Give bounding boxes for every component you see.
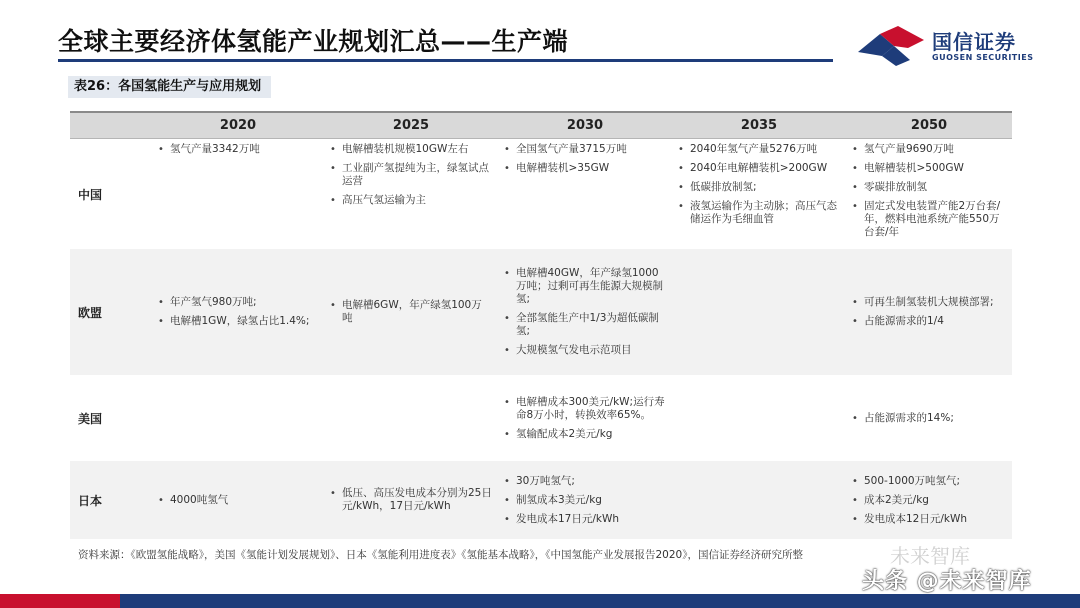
bullet-dot-icon: • <box>330 195 336 206</box>
bullet-text: 全国氢气产量3715万吨 <box>516 143 627 155</box>
bullet-text: 电解槽1GW，绿氢占比1.4%; <box>170 315 310 327</box>
bullet-dot-icon: • <box>678 201 684 212</box>
bullet-text: 500-1000万吨氢气; <box>864 474 961 487</box>
bullet-dot-icon: • <box>678 144 684 155</box>
cell-bullet-item <box>324 299 492 325</box>
table-cell <box>672 375 846 461</box>
bullet-dot-icon: • <box>852 475 858 487</box>
bullet-dot-icon: • <box>158 297 164 308</box>
bullet-text: 氢气产量3342万吨 <box>170 143 260 155</box>
bullet-text: 高压气氢运输为主 <box>342 194 426 206</box>
header-2050: 2050 <box>910 118 948 133</box>
bullet-text: 电解槽成本300美元/kW;运行寿命8万小时，转换效率65%。 <box>516 395 665 421</box>
cell-bullet-item <box>152 143 318 156</box>
cell-bullet-item <box>672 200 840 226</box>
cell-bullet-item <box>324 487 492 513</box>
row-label: 中国 <box>78 187 103 202</box>
table-cell <box>672 139 846 249</box>
cell-bullet-item <box>498 494 666 507</box>
header-2030: 2030 <box>566 118 604 133</box>
table-row <box>70 139 1012 249</box>
bullet-text: 低碳排放制氢; <box>690 181 757 193</box>
title-underline <box>58 59 833 62</box>
bullet-dot-icon: • <box>504 163 510 174</box>
bullet-dot-icon: • <box>504 428 510 440</box>
cell-bullet-item <box>324 143 492 156</box>
bullet-dot-icon: • <box>678 163 684 174</box>
table-cell <box>672 461 846 539</box>
bullet-text: 固定式发电装置产能2万台套/年，燃料电池系统产能550万台套/年 <box>864 200 1001 238</box>
bullet-text: 发电成本12日元/kWh <box>864 512 968 525</box>
bullet-dot-icon: • <box>852 412 858 424</box>
bullet-dot-icon: • <box>852 494 858 506</box>
bullet-text: 零碳排放制氢 <box>864 181 927 193</box>
bullet-dot-icon: • <box>504 396 510 408</box>
cell-bullet-item <box>498 267 666 306</box>
table-cell <box>152 461 324 539</box>
header-2020: 2020 <box>219 118 257 133</box>
bullet-dot-icon: • <box>678 182 684 193</box>
bullet-dot-icon: • <box>158 316 164 327</box>
cell-bullet-item <box>498 162 666 175</box>
table-body <box>70 139 1012 539</box>
header-2035: 2035 <box>740 118 778 133</box>
cell-bullet-item <box>498 475 666 488</box>
table-cell <box>846 249 1012 375</box>
cell-bullet-item <box>846 494 1006 507</box>
row-label: 欧盟 <box>78 305 103 320</box>
table-cell <box>324 375 498 461</box>
cell-bullet-item <box>152 296 318 309</box>
bullet-text: 氢气产量9690万吨 <box>864 143 954 155</box>
cell-bullet-item <box>498 344 666 357</box>
logo-name-en: GUOSEN SECURITIES <box>932 53 1034 62</box>
footer-bar-accent <box>0 594 120 608</box>
bullet-text: 大规模氢气发电示范项目 <box>516 344 632 356</box>
cell-bullet-item <box>324 194 492 207</box>
table-cell <box>846 375 1012 461</box>
bullet-text: 工业副产氢提纯为主，绿氢试点运营 <box>342 162 489 187</box>
table-row <box>70 461 1012 539</box>
bullet-text: 发电成本17日元/kWh <box>516 512 620 525</box>
table-cell <box>846 461 1012 539</box>
cell-bullet-item <box>846 181 1006 194</box>
bullet-dot-icon: • <box>158 494 164 506</box>
table-cell <box>498 461 672 539</box>
bullet-text: 占能源需求的1/4 <box>864 315 944 327</box>
bullet-text: 电解槽装机>500GW <box>864 162 964 174</box>
table-cell <box>498 249 672 375</box>
footer-bar <box>0 594 1080 608</box>
cell-bullet-item <box>846 162 1006 175</box>
table-cell <box>324 249 498 375</box>
bullet-text: 成本2美元/kg <box>864 493 929 506</box>
bullet-dot-icon: • <box>330 488 336 499</box>
bullet-text: 全部氢能生产中1/3为超低碳制氢; <box>516 312 659 337</box>
table-cell <box>152 249 324 375</box>
bullet-text: 4000吨氢气 <box>170 493 229 506</box>
bullet-text: 电解槽6GW，年产绿氢100万吨 <box>342 299 482 324</box>
bullet-text: 电解槽装机>35GW <box>516 162 610 174</box>
bullet-dot-icon: • <box>504 144 510 155</box>
table-row <box>70 249 1012 375</box>
bullet-dot-icon: • <box>504 313 510 324</box>
bullet-dot-icon: • <box>852 297 858 308</box>
bullet-text: 2040年氢气产量5276万吨 <box>690 143 817 155</box>
cell-bullet-item <box>846 513 1006 526</box>
table-cell <box>152 375 324 461</box>
guosen-logo <box>858 22 1048 70</box>
cell-bullet-item <box>846 412 1006 425</box>
table-header <box>70 111 1012 139</box>
plan-table <box>70 111 1012 539</box>
table-cell <box>498 375 672 461</box>
bullet-text: 低压、高压发电成本分别为25日元/kWh，17日元/kWh <box>342 487 492 512</box>
bullet-text: 液氢运输作为主动脉；高压气态储运作为毛细血管 <box>690 200 837 225</box>
cell-bullet-item <box>324 162 492 188</box>
cell-bullet-item <box>846 200 1006 239</box>
cell-bullet-item <box>672 181 840 194</box>
bullet-text: 电解槽40GW，年产绿氢1000万吨；过剩可再生能源大规模制氢; <box>516 267 663 305</box>
guosen-logo-icon <box>858 26 924 66</box>
bullet-dot-icon: • <box>504 494 510 506</box>
header-2025: 2025 <box>392 118 430 133</box>
cell-bullet-item <box>498 396 666 422</box>
page-title: 全球主要经济体氢能产业规划汇总——生产端 <box>58 27 569 56</box>
table-cell <box>324 461 498 539</box>
row-label: 日本 <box>78 493 103 508</box>
bullet-dot-icon: • <box>330 144 336 155</box>
bullet-dot-icon: • <box>158 144 164 155</box>
bullet-dot-icon: • <box>330 300 336 311</box>
cell-bullet-item <box>672 143 840 156</box>
cell-bullet-item <box>498 513 666 526</box>
table-cell <box>152 139 324 249</box>
bullet-dot-icon: • <box>504 475 510 487</box>
logo-name-cn: 国信证券 <box>932 30 1016 54</box>
bullet-dot-icon: • <box>852 201 858 212</box>
bullet-text: 30万吨氢气; <box>516 474 575 487</box>
cell-bullet-item <box>846 296 1006 309</box>
bullet-text: 年产氢气980万吨; <box>170 296 257 308</box>
bullet-dot-icon: • <box>852 182 858 193</box>
cell-bullet-item <box>846 315 1006 328</box>
table-cell <box>498 139 672 249</box>
bullet-dot-icon: • <box>852 163 858 174</box>
cell-bullet-item <box>152 494 318 507</box>
cell-bullet-item <box>498 428 666 441</box>
bullet-dot-icon: • <box>852 144 858 155</box>
bullet-dot-icon: • <box>330 163 336 174</box>
table-cell <box>324 139 498 249</box>
watermark-faint: 未来智库 <box>890 544 970 568</box>
table-cell <box>846 139 1012 249</box>
header-corner <box>70 113 152 138</box>
bullet-dot-icon: • <box>852 513 858 525</box>
bullet-text: 可再生制氢装机大规模部署; <box>864 296 994 308</box>
row-label: 美国 <box>78 411 103 426</box>
cell-bullet-item <box>846 143 1006 156</box>
bullet-dot-icon: • <box>504 513 510 525</box>
bullet-text: 制氢成本3美元/kg <box>516 493 602 506</box>
cell-bullet-item <box>498 312 666 338</box>
cell-bullet-item <box>152 315 318 328</box>
bullet-dot-icon: • <box>852 316 858 327</box>
bullet-dot-icon: • <box>504 268 510 279</box>
bullet-dot-icon: • <box>504 345 510 356</box>
table-cell <box>672 249 846 375</box>
cell-bullet-item <box>672 162 840 175</box>
source-note: 资料来源：《欧盟氢能战略》，美国《氢能计划发展规划》、日本《氢能利用进度表》《氢能基本战略》，《中国氢能产业发展报告2020》，国信证券经济研究所整 <box>78 549 803 561</box>
table-row <box>70 375 1012 461</box>
bullet-text: 占能源需求的14%; <box>864 411 954 424</box>
bullet-text: 2040年电解槽装机>200GW <box>690 162 828 174</box>
cell-bullet-item <box>498 143 666 156</box>
watermark: 头条 @未来智库 <box>862 569 1032 594</box>
table-caption: 表26：各国氢能生产与应用规划 <box>68 76 271 98</box>
cell-bullet-item <box>846 475 1006 488</box>
bullet-text: 电解槽装机规模10GW左右 <box>342 143 469 155</box>
bullet-text: 氢输配成本2美元/kg <box>516 427 613 440</box>
